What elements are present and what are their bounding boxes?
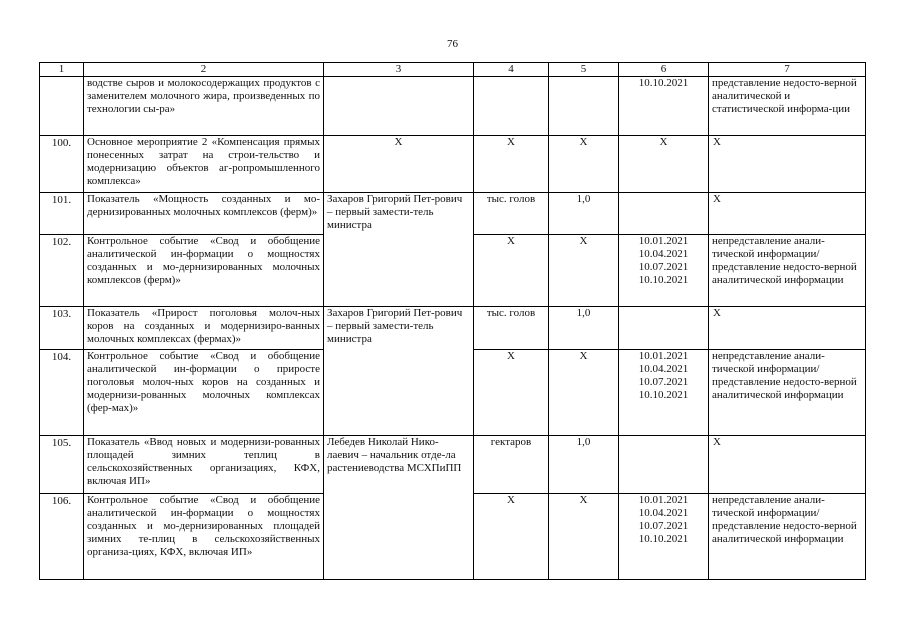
risk-description: X xyxy=(709,436,866,494)
measure-name: Показатель «Мощность созданных и мо-дернизированных молочных комплексов (ферм)» xyxy=(84,193,324,235)
control-date: 10.01.2021 xyxy=(638,494,689,506)
risk-description: X xyxy=(709,193,866,235)
table-row xyxy=(40,136,866,193)
risk-description: непредставление анали-тической информации/ представление недосто-верной аналитической информации xyxy=(709,350,866,436)
value xyxy=(549,77,619,136)
control-dates xyxy=(619,136,709,193)
value: 1,0 xyxy=(549,193,619,235)
column-number-row xyxy=(40,63,866,77)
responsible-person: X xyxy=(324,136,474,193)
column-number: 7 xyxy=(709,63,866,77)
column-number: 5 xyxy=(549,63,619,77)
column-number: 1 xyxy=(40,63,84,77)
measure-name: Контрольное событие «Свод и обобщение аналитической ин-формации о мощностях созданных и мо-дернизированных молочных комплексов (ферм)» xyxy=(84,235,324,307)
page-number: 76 xyxy=(447,38,458,50)
measure-name: Контрольное событие «Свод и обобщение аналитической ин-формации о приросте поголовья молоч-ных коров на созданных и модернизи-рованных молочных комплексах (фер-мах)» xyxy=(84,350,324,436)
control-dates xyxy=(619,193,709,235)
unit: X xyxy=(474,350,549,436)
row-number: 101. xyxy=(40,193,84,235)
measure-name: Основное мероприятие 2 «Компенсация прямых понесенных затрат на строи-тельство и модернизацию объектов аг-ропромышленного комплекса» xyxy=(84,136,324,193)
control-dates xyxy=(619,235,709,307)
unit xyxy=(474,77,549,136)
row-number: 104. xyxy=(40,350,84,436)
control-dates xyxy=(619,307,709,350)
value: X xyxy=(549,350,619,436)
control-date: 10.01.2021 xyxy=(638,235,689,247)
row-number: 106. xyxy=(40,494,84,580)
control-date: 10.10.2021 xyxy=(638,533,689,545)
unit: X xyxy=(474,136,549,193)
control-date: 10.04.2021 xyxy=(638,507,689,519)
unit: тыс. голов xyxy=(474,193,549,235)
unit: гектаров xyxy=(474,436,549,494)
unit: X xyxy=(474,494,549,580)
risk-description: непредставление анали-тической информации/ представление недосто-верной аналитической информации xyxy=(709,235,866,307)
responsible-person: Захаров Григорий Пет-рович – первый замести-тель министра xyxy=(324,307,474,436)
value: 1,0 xyxy=(549,307,619,350)
control-date: X xyxy=(659,136,668,148)
control-date: 10.01.2021 xyxy=(638,350,689,362)
control-dates xyxy=(619,436,709,494)
column-number: 2 xyxy=(84,63,324,77)
unit: X xyxy=(474,235,549,307)
row-number: 102. xyxy=(40,235,84,307)
control-dates xyxy=(619,350,709,436)
value: X xyxy=(549,136,619,193)
table-row xyxy=(40,307,866,350)
control-date: 10.10.2021 xyxy=(638,274,689,286)
measure-name: Контрольное событие «Свод и обобщение аналитической ин-формации о мощностях созданных и мо-дернизированных площадей зимних те-плиц в сельскохозяйственных организа-циях, КФХ, включая ИП» xyxy=(84,494,324,580)
control-dates xyxy=(619,77,709,136)
measures-table xyxy=(39,62,866,580)
measure-name: водстве сыров и молокосодержащих продуктов с заменителем молочного жира, произведенных по технологии сы-ра» xyxy=(84,77,324,136)
value: X xyxy=(549,494,619,580)
control-date: 10.10.2021 xyxy=(638,77,689,89)
table-row xyxy=(40,193,866,235)
control-date: 10.10.2021 xyxy=(638,389,689,401)
control-dates xyxy=(619,494,709,580)
risk-description: X xyxy=(709,136,866,193)
unit: тыс. голов xyxy=(474,307,549,350)
risk-description: представление недосто-верной аналитической и статистической информа-ции xyxy=(709,77,866,136)
column-number: 6 xyxy=(619,63,709,77)
control-date: 10.07.2021 xyxy=(638,376,689,388)
risk-description: непредставление анали-тической информации/ представление недосто-верной аналитической информации xyxy=(709,494,866,580)
measure-name: Показатель «Ввод новых и модернизи-рованных площадей зимних теплиц в сельскохозяйственных организациях, КФХ, включая ИП» xyxy=(84,436,324,494)
row-number: 100. xyxy=(40,136,84,193)
responsible-person: Захаров Григорий Пет-рович – первый замести-тель министра xyxy=(324,193,474,307)
responsible-person: Лебедев Николай Нико-лаевич – начальник отде-ла растениеводства МСХПиПП xyxy=(324,436,474,580)
value: 1,0 xyxy=(549,436,619,494)
control-date: 10.07.2021 xyxy=(638,261,689,273)
row-number xyxy=(40,77,84,136)
measure-name: Показатель «Прирост поголовья молоч-ных коров на созданных и модернизиро-ванных молочных комплексах (фермах)» xyxy=(84,307,324,350)
row-number: 103. xyxy=(40,307,84,350)
control-date: 10.07.2021 xyxy=(638,520,689,532)
column-number: 4 xyxy=(474,63,549,77)
table-row xyxy=(40,436,866,494)
row-number: 105. xyxy=(40,436,84,494)
control-date: 10.04.2021 xyxy=(638,363,689,375)
value: X xyxy=(549,235,619,307)
responsible-person xyxy=(324,77,474,136)
table-row xyxy=(40,77,866,136)
control-date: 10.04.2021 xyxy=(638,248,689,260)
risk-description: X xyxy=(709,307,866,350)
column-number: 3 xyxy=(324,63,474,77)
